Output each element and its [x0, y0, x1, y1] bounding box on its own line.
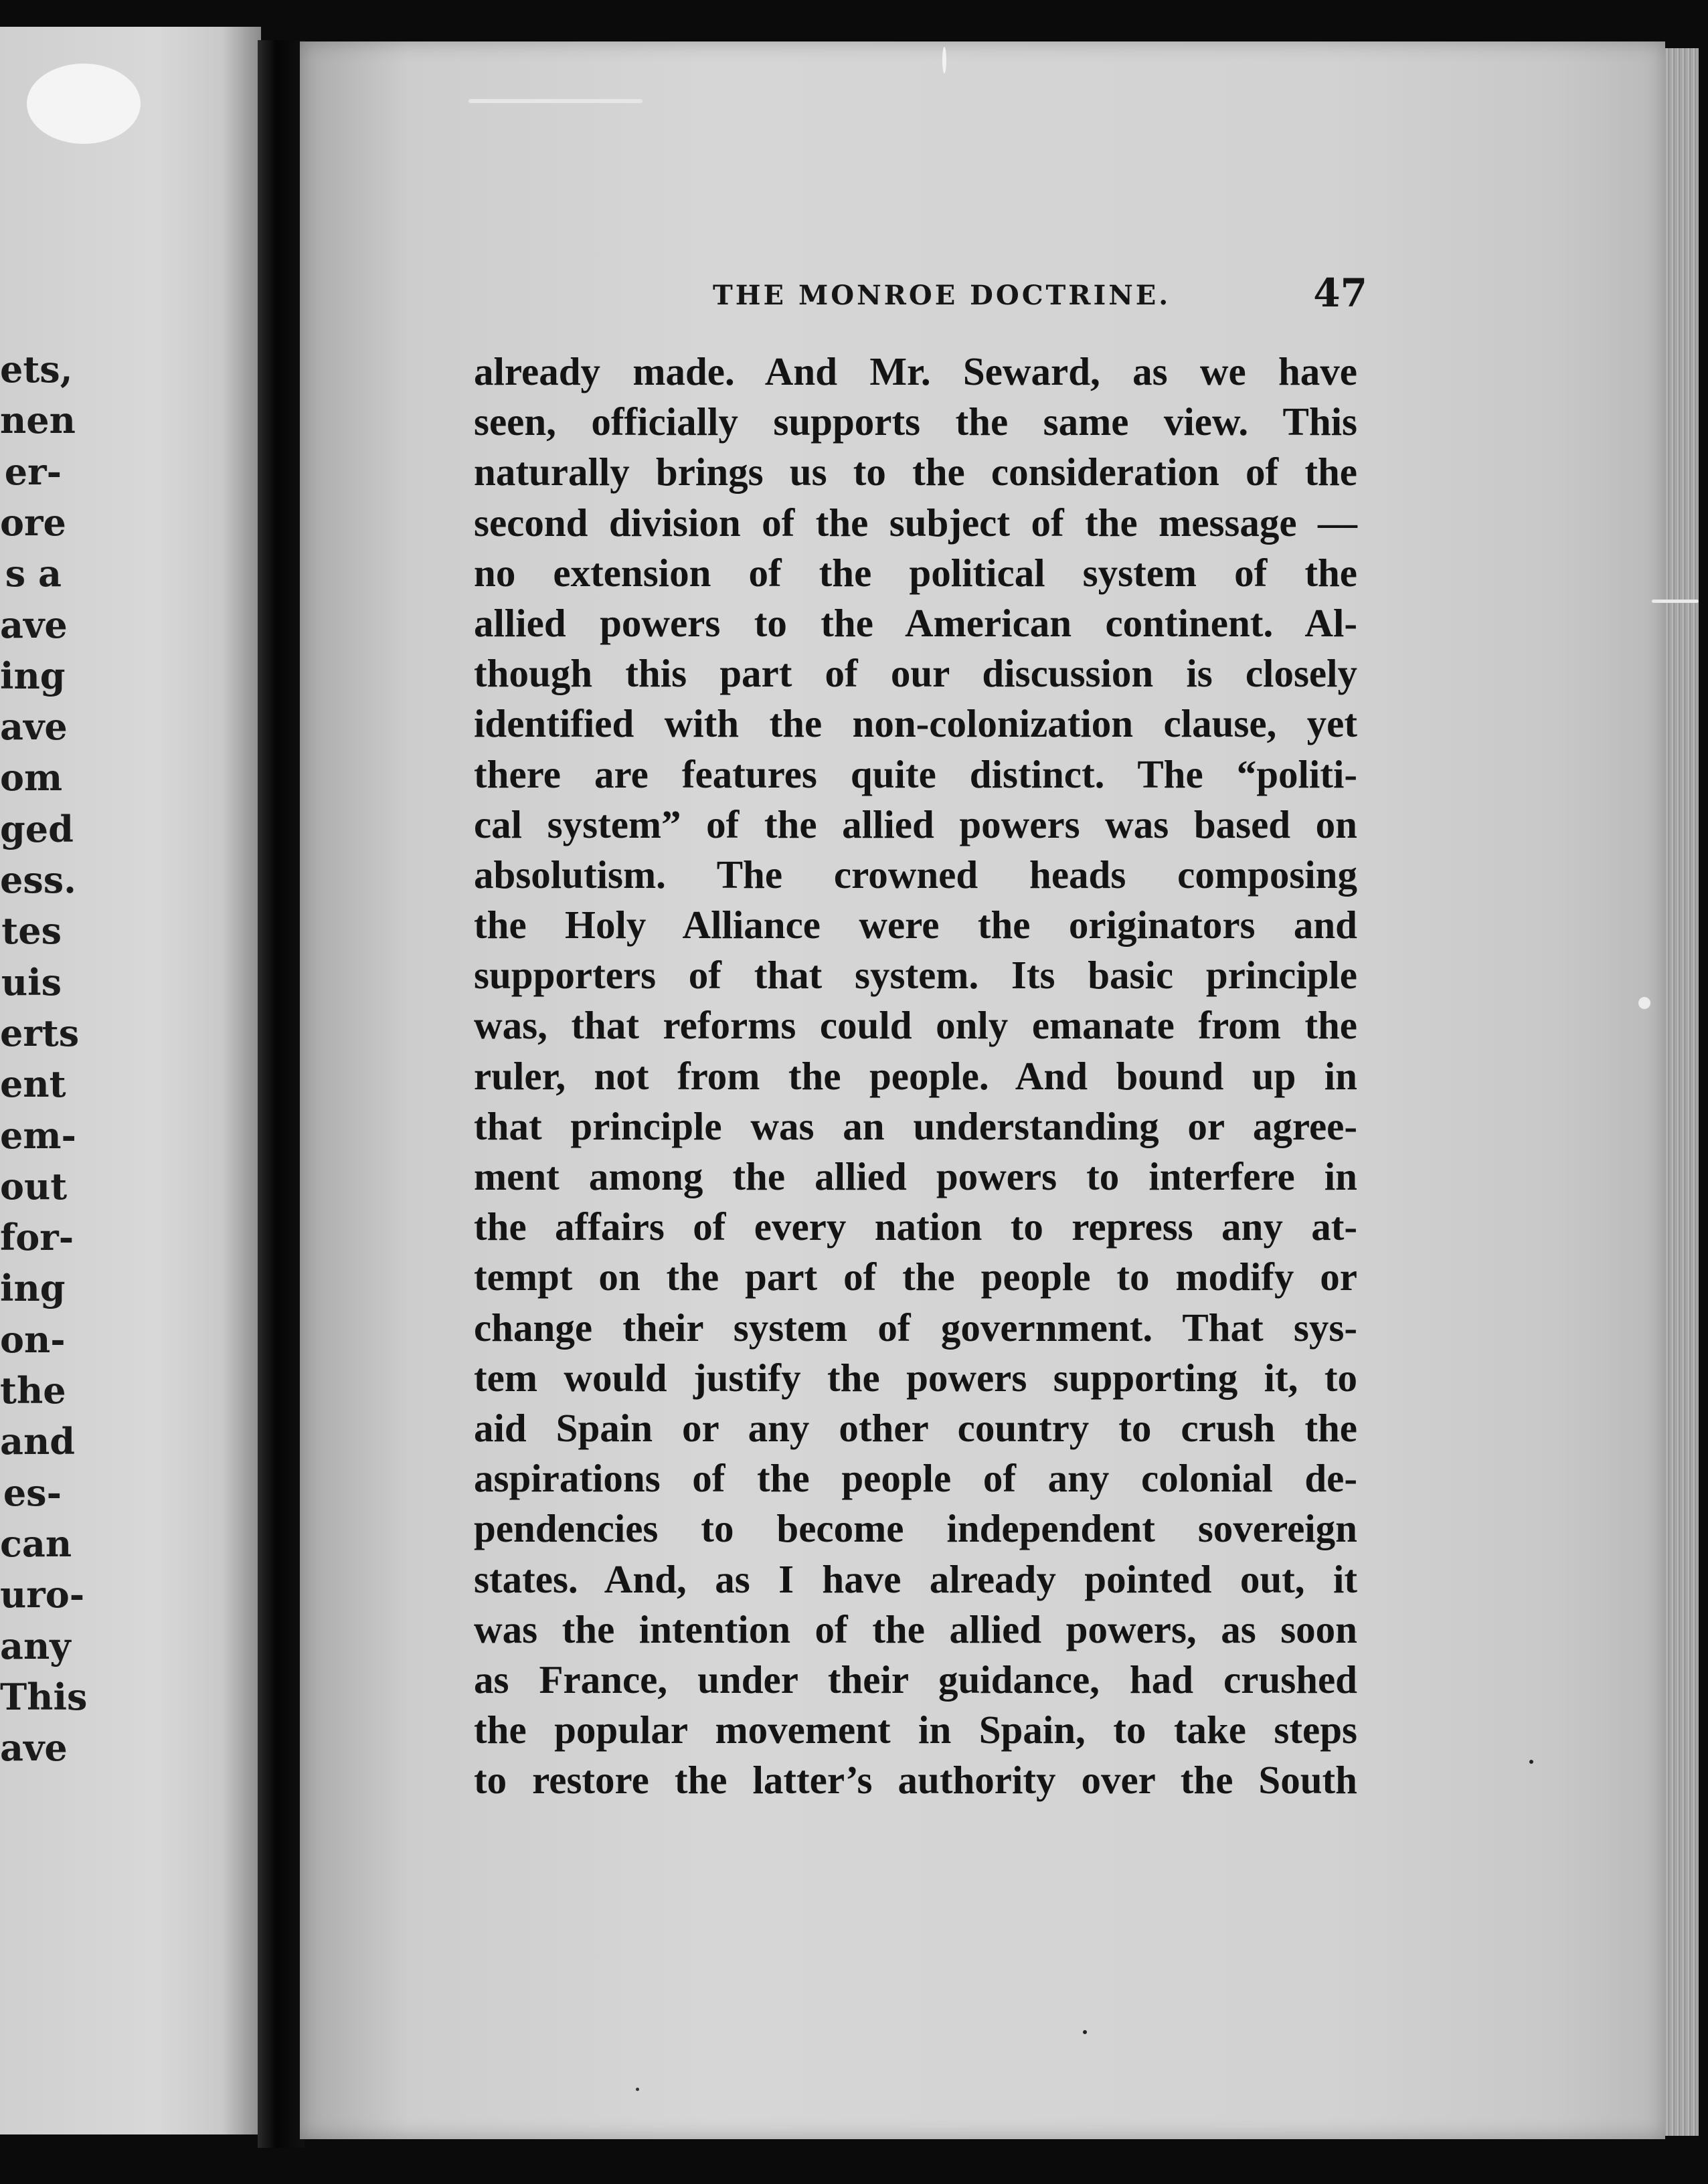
left-page-line-fragment: for- [0, 1216, 74, 1259]
text-line: though this part of our discussion is closely [474, 651, 1357, 696]
text-line: seen, officially supports the same view. This [474, 399, 1357, 444]
page-header [713, 266, 1382, 327]
text-line: already made. And Mr. Seward, as we have [474, 349, 1357, 393]
text-line: to restore the latter’s authority over the South [474, 1758, 1357, 1803]
text-line: pendencies to become independent sovereign [474, 1506, 1357, 1551]
left-page-line-fragment: om [0, 756, 63, 800]
left-page-text-fragments [0, 27, 261, 2134]
left-page-line-fragment: can [0, 1522, 72, 1565]
left-page-line-fragment: uro- [0, 1573, 85, 1617]
text-line: absolutism. The crowned heads composing [474, 852, 1357, 897]
left-page-line-fragment: er- [4, 450, 62, 493]
text-line: change their system of government. That sys- [474, 1305, 1357, 1350]
left-page-line-fragment: on- [0, 1317, 66, 1361]
left-page-line-fragment: es- [3, 1471, 62, 1514]
left-page-line-fragment: ore [0, 500, 66, 544]
text-line: identified with the non-colonization clause, yet [474, 701, 1357, 746]
page-edge-stack [1665, 48, 1699, 2136]
left-page-line-fragment: ave [0, 1726, 68, 1770]
left-page-line-fragment: nen [0, 399, 76, 442]
body-text [474, 347, 1367, 1805]
left-page-line-fragment: s a [5, 552, 62, 596]
left-page-line-fragment: ave [0, 603, 68, 646]
text-line: states. And, as I have already pointed out, it [474, 1556, 1357, 1601]
text-line: supporters of that system. Its basic principle [474, 953, 1357, 998]
text-line: second division of the subject of the message — [474, 500, 1357, 545]
text-line: that principle was an understanding or agree- [474, 1103, 1357, 1148]
page-number: 47 [1313, 270, 1367, 316]
left-page-line-fragment: the [0, 1369, 66, 1412]
text-line: ruler, not from the people. And bound up in [474, 1053, 1357, 1098]
left-page-line-fragment: any [0, 1624, 71, 1667]
text-line: aid Spain or any other country to crush the [474, 1405, 1357, 1450]
text-line: as France, under their guidance, had crushed [474, 1657, 1357, 1702]
text-line: was the intention of the allied powers, as soon [474, 1607, 1357, 1651]
text-line: tempt on the part of the people to modify or [474, 1255, 1357, 1299]
left-page-line-fragment: ave [0, 705, 68, 749]
left-page-line-fragment: ess. [0, 858, 76, 901]
left-page-line-fragment: ged [0, 807, 74, 850]
left-page-line-fragment: out [0, 1164, 68, 1208]
text-line: the popular movement in Spain, to take steps [474, 1708, 1357, 1752]
left-page-line-fragment: ing [0, 654, 66, 697]
left-page-line-fragment: ets, [0, 348, 73, 391]
text-line: the affairs of every nation to repress any at- [474, 1204, 1357, 1249]
book-gutter [258, 40, 305, 2148]
left-page-line-fragment: erts [0, 1011, 80, 1055]
running-head: THE MONROE DOCTRINE. [713, 280, 1171, 311]
text-line: allied powers to the American continent. Al- [474, 600, 1357, 645]
left-page-line-fragment: This [0, 1675, 88, 1718]
left-page-line-fragment: ent [0, 1063, 66, 1106]
text-line: there are features quite distinct. The “politi- [474, 751, 1357, 796]
left-page-line-fragment: and [0, 1420, 76, 1463]
text-line: tem would justify the powers supporting it, to [474, 1355, 1357, 1400]
left-page-line-fragment: ing [0, 1267, 66, 1310]
text-line: no extension of the political system of the [474, 550, 1357, 595]
left-page-line-fragment: tes [1, 909, 62, 953]
text-line: the Holy Alliance were the originators and [474, 903, 1357, 947]
left-page-line-fragment: em- [0, 1113, 76, 1157]
text-line: naturally brings us to the consideration of the [474, 450, 1357, 494]
left-page-line-fragment: uis [1, 960, 62, 1004]
text-line: was, that reforms could only emanate from the [474, 1003, 1357, 1048]
left-page [0, 27, 261, 2134]
text-line: ment among the allied powers to interfere in [474, 1154, 1357, 1198]
text-line: cal system” of the allied powers was based on [474, 802, 1357, 846]
text-line: aspirations of the people of any colonial de- [474, 1456, 1357, 1501]
